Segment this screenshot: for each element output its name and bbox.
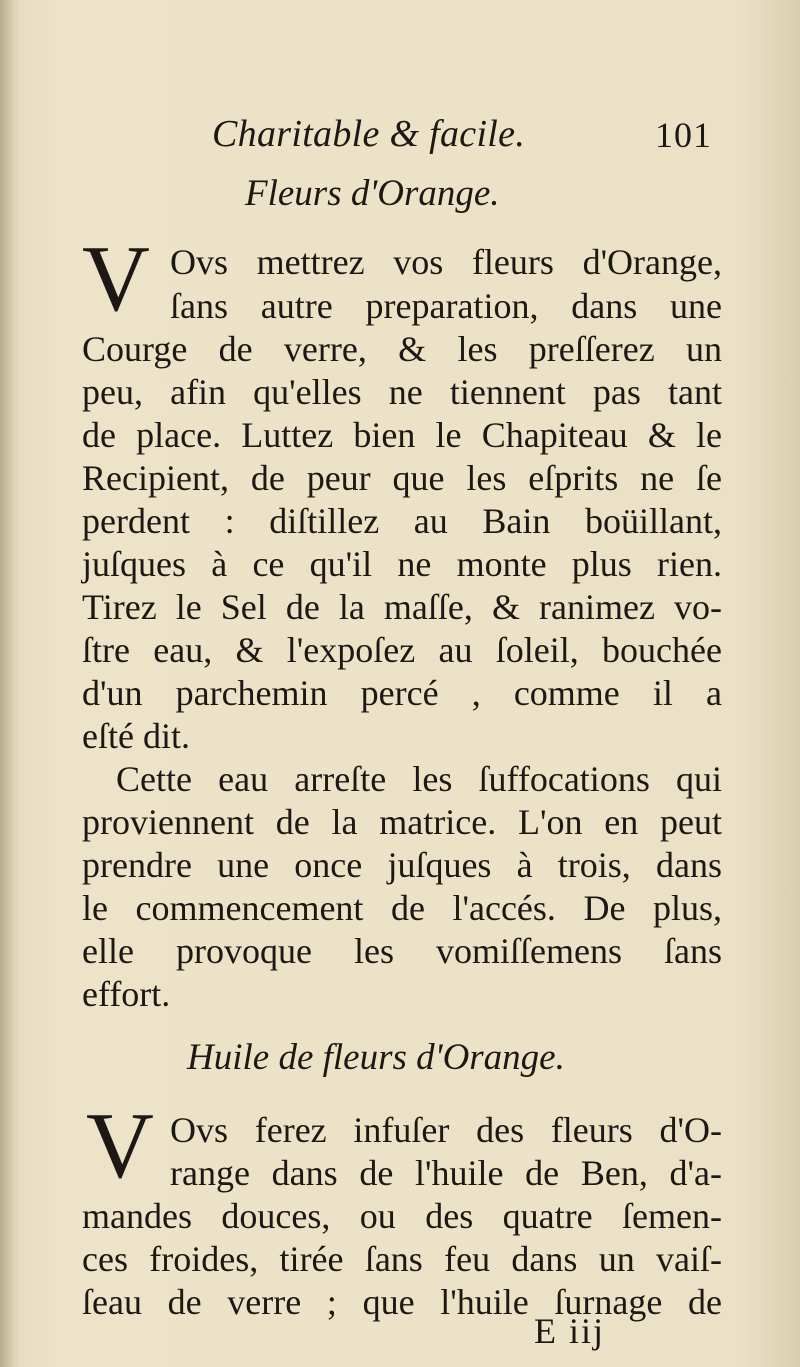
text-line: range dans de l'huile de Ben, d'a- [170,1153,722,1193]
text-line: ſeau de verre ; que l'huile ſurnage de [82,1282,722,1322]
text-line: Recipient, de peur que les eſprits ne ſe [82,458,722,498]
running-head [0,112,800,162]
text-line: mandes douces, ou des quatre ſemen- [82,1196,722,1236]
page-number: 101 [655,115,712,155]
gutter-shadow [0,0,20,1367]
text-line: Tirez le Sel de la maſſe, & ranimez vo- [82,587,722,627]
text-line: effort. [82,974,171,1014]
text-line: Ovs mettrez vos fleurs d'Orange, [170,242,722,282]
text-line: peu, afin qu'elles ne tiennent pas tant [82,372,722,412]
section-title-huile: Huile de fleurs d'Orange. [187,1037,565,1078]
section-title-fleurs: Fleurs d'Orange. [245,173,500,214]
text-line: ſtre eau, & l'expoſez au ſoleil, bouchée [82,630,722,670]
text-line: de place. Luttez bien le Chapiteau & le [82,415,722,455]
text-line: proviennent de la matrice. L'on en peut [82,802,722,842]
text-line: Ovs ferez infuſer des fleurs d'O- [170,1110,722,1150]
text-line: elle provoque les vomiſſemens ſans [82,931,722,971]
text-line: d'un parchemin percé , comme il a [82,673,722,713]
text-line: eſté dit. [82,716,190,756]
running-title: Charitable & facile. [212,113,526,155]
text-line: ces froides, tirée ſans feu dans un vaiſ- [82,1239,722,1279]
text-line: prendre une once juſques à trois, dans [82,845,722,885]
text-line: perdent : diſtillez au Bain boüillant, [82,501,722,541]
text-line: juſques à ce qu'il ne monte plus rien. [82,544,722,584]
text-line: le commencement de l'accés. De plus, [82,888,722,928]
text-line: ſans autre preparation, dans une [170,286,722,326]
text-line: Courge de verre, & les preſſerez un [82,329,722,369]
drop-cap: V [86,1094,154,1198]
text-line: Cette eau arreſte les ſuffocations qui [116,759,722,799]
signature-mark: E iij [534,1311,605,1351]
drop-cap: V [82,227,150,331]
